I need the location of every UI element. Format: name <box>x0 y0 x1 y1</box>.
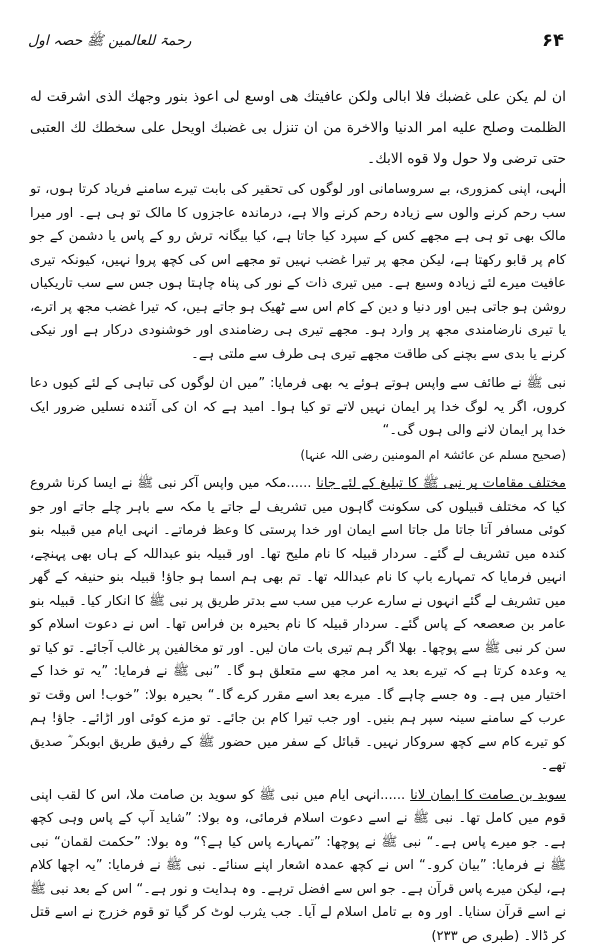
tabligh-body: ......مکہ میں واپس آکر نبی ﷺ نے ایسا کرنا شروع کیا کہ مختلف قبیلوں کی سکونت گاہوں میں تشریف لے جاتے یا مکہ سے باہر چلے جاتے اور جو کوئی مسافر آتا جاتا مل جاتا اسے ایمان اور خدا پرستی کا وعظ فرماتے۔ انہی ایام میں قبیلہ بنو کندہ میں تشریف لے گئے۔ سردار قبیلہ کا نام ملیح تھا۔ اور قبیلہ بنو عبداللہ کے ہاں بھی پہنچے، انہیں فرمایا کہ تمہارے باپ کا نام عبداللہ تھا۔ تم بھی ہم اسما ہو جاؤ! قبیلہ بنو حنیفہ کے گھر میں تشریف لے گئے انہوں نے سارے عرب میں سب سے بدتر طریق پر نبی ﷺ کا انکار کیا۔ قبیلہ بنو عامر بن صعصعہ کے پاس گئے۔ سردار قبیلہ کا نام بحیرہ بن فراس تھا۔ اس نے دعوت اسلام کو سن کر نبی ﷺ سے پوچھا۔ بھلا اگر ہم تیری بات مان لیں۔ اور تو مخالفین پر غالب آجائے۔ تو کیا تو یہ وعدہ کرتا ہے کہ تیرے بعد یہ امر مجھ سے متعلق ہو گا۔ ”نبی ﷺ نے فرمایا: ”یہ تو خدا کے اختیار میں ہے۔ وہ جسے چاہے گا۔ میرے بعد اسے مقرر کرے گا۔“ بحیرہ بولا: ”خوب! اس وقت تو عرب کے سامنے سینہ سپر ہم بنیں۔ اور جب تیرا کام بن جائے۔ تو مزے کوئی اور اڑائے۔ جاؤ! ہم کو تیرے کام سے کچھ سروکار نہیں۔ قبائل کے سفر میں حضور ﷺ کے رفیق طریق ابوبکر ؓ صدیق تھے۔ <box>30 476 566 774</box>
page-content <box>30 82 566 948</box>
page-number: ۶۴ <box>542 30 564 51</box>
arabic-dua: ان لم يكن على غضبك فلا ابالى ولكن عافيتك هى اوسع لى اعوذ بنور وجهك الذى اشرقت له الظلمت وصلح عليه امر الدنيا والاخرة من ان تنزل بى غضبك اويحل على سخطك لك العتبى حتى ترضى ولا حول ولا قوه الابك۔ <box>30 89 566 167</box>
tabligh-heading: مختلف مقامات پر نبی ﷺ کا تبلیغ کے لئے جانا <box>316 476 566 492</box>
taif-reference: (صحیح مسلم عن عائشۃ ام المومنین رضی اللہ عنہا) <box>300 447 566 462</box>
dua-translation: الٰہی، اپنی کمزوری، بے سروسامانی اور لوگوں کی تحقیر کی بابت تیرے سامنے فریاد کرتا ہوں، تو سب رحم کرنے والوں سے زیادہ رحم کرنے والا ہے، درماندہ عاجزوں کا مالک تو ہی ہے۔ اور میرا مالک بھی تو ہی ہے مجھے کس کے سپرد کیا جاتا ہے، کیا بیگانہ ترش رو کے پاس یا دشمن کے جو کام پر قابو رکھتا ہے، لیکن مجھ پر تیرا غضب نہیں تو مجھے اس کی کچھ پروا نہیں، کیونکہ تیری عافیت میرے لئے زیادہ وسیع ہے۔ میں تیری ذات کے نور کی پناہ چاہتا ہوں جس سے سب تاریکیاں روشن ہو جاتی ہیں اور دنیا و دین کے کام اس سے ٹھیک ہو جاتے ہیں، کہ تیرا غضب مجھ پر اترے، یا تیری نارضامندی مجھ پر وارد ہو۔ مجھے تیری ہی رضامندی اور خوشنودی درکار ہے اور نیکی کرنے یا بدی سے بچنے کی طاقت مجھے تیری ہی طرف سے ملتی ہے۔ <box>30 182 566 362</box>
suwaid-reference: (طبری ص ۲۳۳) <box>431 928 520 944</box>
suwaid-heading: سوید بن صامت کا ایمان لانا <box>410 787 566 803</box>
suwaid-paragraph <box>30 784 566 948</box>
running-title: رحمۃ للعالمین ﷺ حصہ اول <box>28 33 192 49</box>
suwaid-body: ......انہی ایام میں نبی ﷺ کو سوید بن صامت ملا، اس کا لقب اپنی قوم میں کامل تھا۔ نبی ﷺ نے اسے دعوت اسلام فرمائی، وہ بولا: ”شاید آپ کے پاس وہی کچھ ہے۔ جو میرے پاس ہے۔“ نبی ﷺ نے پوچھا: ”تمہارے پاس کیا ہے؟“ وہ بولا: ”حکمت لقمان“ نبی ﷺ نے فرمایا: ”بیان کرو۔“ اس نے کچھ عمدہ اشعار اپنے سنائے۔ نبی ﷺ نے فرمایا: ”یہ اچھا کلام ہے، لیکن میرے پاس قرآن ہے۔ جو اس سے افضل ترہے۔ وہ ہدایت و نور ہے۔“ اس کے بعد نبی ﷺ نے اسے قرآن سنایا۔ اور وہ بے تامل اسلام لے آیا۔ جب یثرب لوٹ کر گیا تو قوم خزرج نے اسے قتل کر ڈالا۔ <box>30 787 566 944</box>
tabligh-paragraph <box>30 472 566 778</box>
taif-saying: نبی ﷺ نے طائف سے واپس ہوتے ہوئے یہ بھی فرمایا: ”میں ان لوگوں کی تباہی کے لئے کیوں دعا کروں، اگر یہ لوگ خدا پر ایمان نہیں لاتے تو کیا ہوا۔ امید ہے کہ ان کی آئندہ نسلیں ضرور ایک خدا پر ایمان لانے والی ہوں گی۔“ <box>30 376 566 439</box>
page-header <box>28 30 564 56</box>
